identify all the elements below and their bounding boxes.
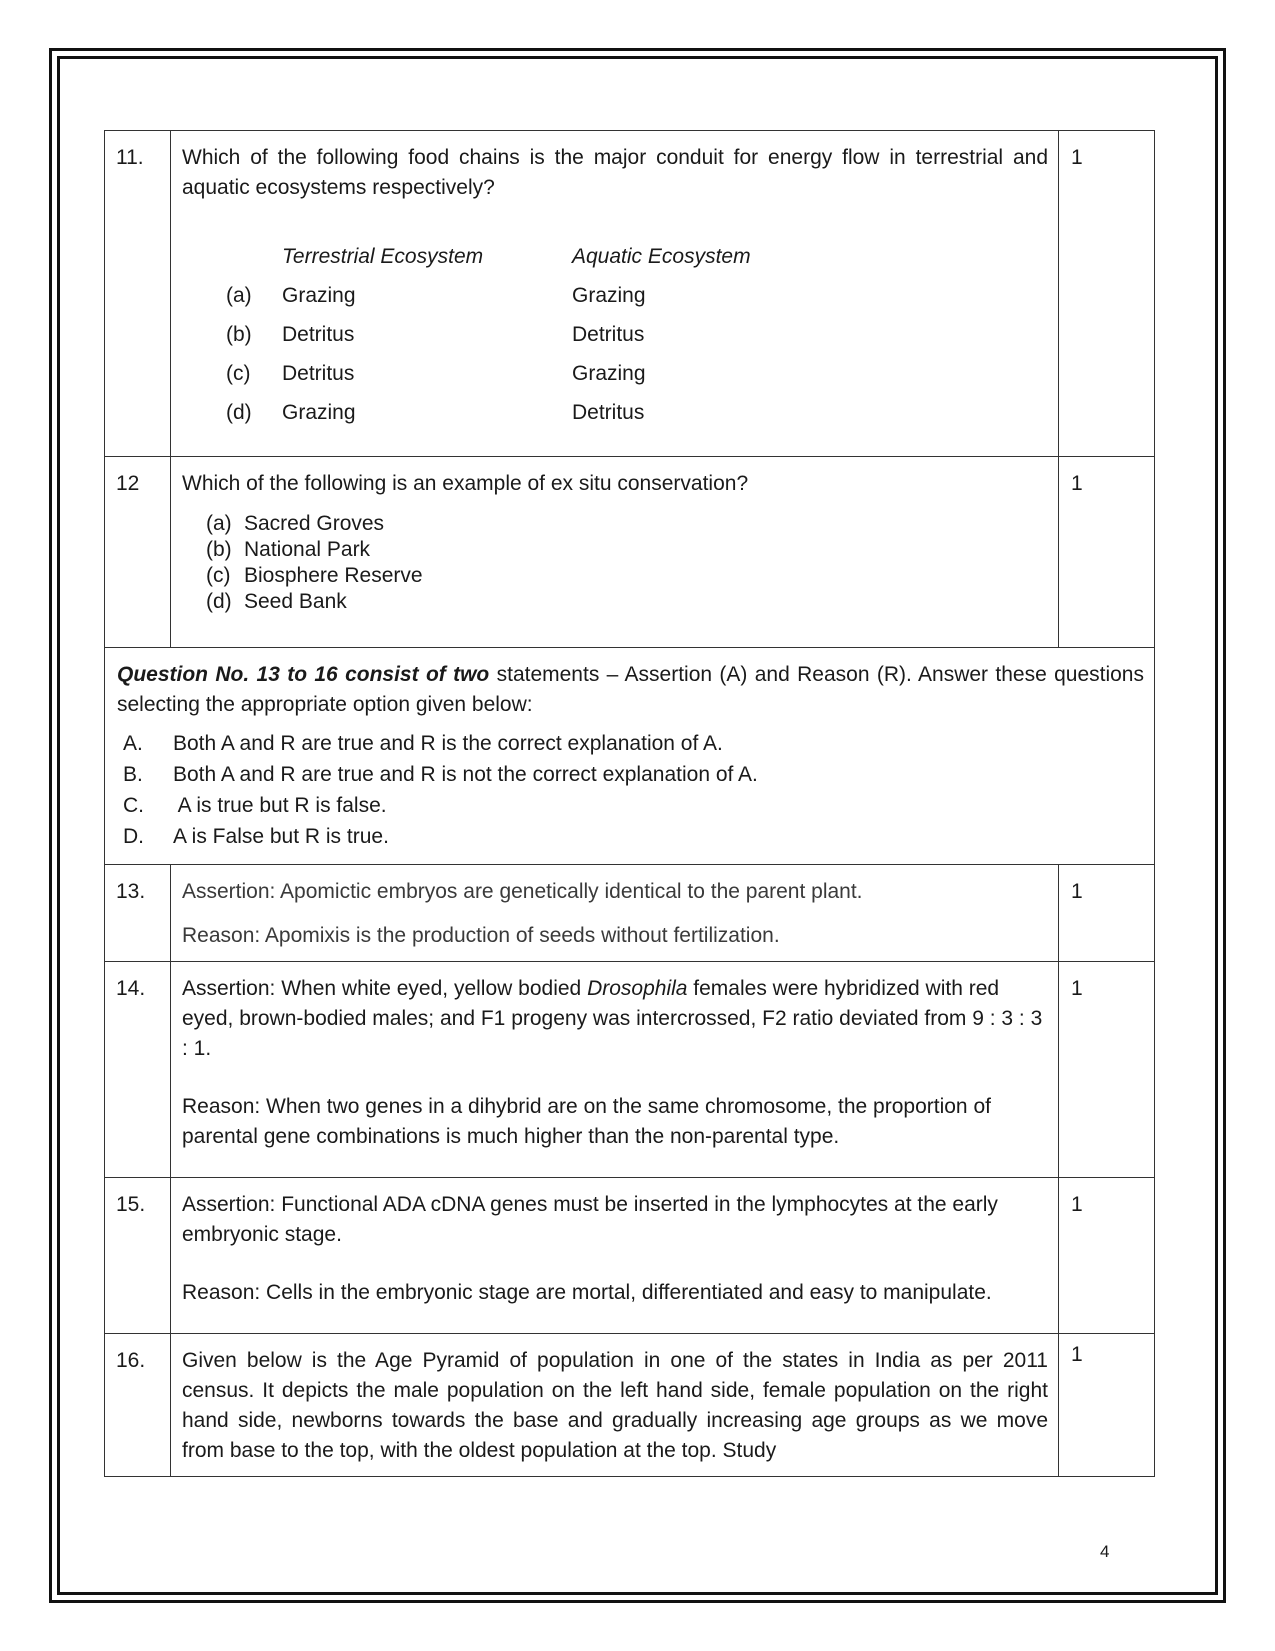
option-label: (d)	[226, 400, 252, 424]
option-label: (a)	[206, 512, 232, 535]
instructions-cell	[105, 648, 1155, 865]
question-number: 16.	[105, 1334, 171, 1477]
question-row-14	[105, 962, 1155, 1178]
question-number: 15.	[105, 1178, 171, 1334]
option-label: D.	[123, 824, 144, 848]
option-row	[226, 315, 1048, 354]
option-text: Both A and R are true and R is not the correct explanation of A.	[173, 762, 758, 786]
assertion-option	[117, 728, 1144, 759]
question-body	[171, 1178, 1059, 1334]
option-label: (d)	[206, 590, 232, 613]
option-row	[226, 276, 1048, 315]
options-grid	[226, 237, 1048, 432]
page-number: 4	[1100, 1542, 1110, 1561]
option-text: A is true but R is false.	[173, 793, 387, 817]
option-item	[206, 589, 1048, 615]
option-label: C.	[123, 793, 144, 817]
assertion-text	[182, 974, 1048, 1064]
question-number: 12	[105, 457, 171, 648]
option-aquatic: Detritus	[572, 322, 645, 346]
instructions-text	[117, 660, 1144, 720]
option-label: (a)	[226, 283, 252, 307]
option-text: Both A and R are true and R is the correct explanation of A.	[173, 731, 723, 755]
question-number: 13.	[105, 865, 171, 962]
option-label: (b)	[206, 538, 232, 561]
options-header	[226, 237, 1048, 276]
question-marks: 1	[1059, 131, 1155, 457]
option-item	[206, 563, 1048, 589]
question-marks: 1	[1059, 1334, 1155, 1477]
question-row-13	[105, 865, 1155, 962]
options-list	[206, 511, 1048, 615]
column-header-aquatic: Aquatic Ecosystem	[572, 244, 751, 268]
reason-text: Reason: Apomixis is the production of seeds without fertilization.	[182, 924, 780, 947]
option-label: (c)	[226, 361, 251, 385]
option-terrestrial: Grazing	[282, 400, 356, 424]
species-name: Drosophila	[587, 977, 688, 1000]
option-row	[226, 393, 1048, 432]
option-label: (c)	[206, 564, 231, 587]
option-item	[206, 511, 1048, 537]
instructions-row	[105, 648, 1155, 865]
option-aquatic: Grazing	[572, 361, 646, 385]
assertion-option	[117, 821, 1144, 852]
question-marks: 1	[1059, 865, 1155, 962]
assertion-option	[117, 790, 1144, 821]
assertion-text: Assertion: Apomictic embryos are genetically identical to the parent plant.	[182, 880, 863, 903]
option-item	[206, 537, 1048, 563]
option-terrestrial: Grazing	[282, 283, 356, 307]
option-text: Sacred Groves	[244, 512, 385, 535]
option-terrestrial: Detritus	[282, 361, 355, 385]
option-row	[226, 354, 1048, 393]
question-row-11	[105, 131, 1155, 457]
option-terrestrial: Detritus	[282, 322, 355, 346]
question-body	[171, 131, 1059, 457]
question-marks: 1	[1059, 1178, 1155, 1334]
question-body	[171, 865, 1059, 962]
assertion-text: Assertion: Functional ADA cDNA genes must be inserted in the lymphocytes at the early embryonic stage.	[182, 1193, 998, 1246]
question-row-16	[105, 1334, 1155, 1477]
reason-text: Reason: When two genes in a dihybrid are on the same chromosome, the proportion of parental gene combinations is much higher than the non-parental type.	[182, 1095, 991, 1148]
question-text: Given below is the Age Pyramid of population in one of the states in India as per 2011 census. It depicts the male population on the left hand side, female population on the right hand side, newborns towards the base and gradually increasing age groups as we move from base to the top, with the oldest population at the top. Study	[171, 1334, 1059, 1477]
question-marks: 1	[1059, 962, 1155, 1178]
question-body	[171, 457, 1059, 648]
option-text: A is False but R is true.	[173, 824, 389, 848]
option-text: National Park	[244, 538, 371, 561]
assertion-text-part: females were hybridized with red eyed, brown-bodied males; and F1 progeny was intercrossed, F2 ratio deviated from 9 : 3 : 3 : 1.	[182, 977, 1043, 1060]
question-marks: 1	[1059, 457, 1155, 648]
reason-text: Reason: Cells in the embryonic stage are mortal, differentiated and easy to manipulate.	[182, 1281, 992, 1304]
question-number: 14.	[105, 962, 171, 1178]
question-number: 11.	[105, 131, 171, 457]
instructions-heading: Question No. 13 to 16 consist of two	[117, 663, 490, 686]
option-aquatic: Detritus	[572, 400, 645, 424]
assertion-text-part: Assertion: When white eyed, yellow bodied	[182, 977, 588, 1000]
question-text: Which of the following food chains is the major conduit for energy flow in terrestrial and aquatic ecosystems respectively?	[182, 146, 1048, 199]
option-label: A.	[123, 731, 143, 755]
question-row-12	[105, 457, 1155, 648]
question-row-15	[105, 1178, 1155, 1334]
assertion-options-list	[117, 728, 1144, 852]
option-label: B.	[123, 762, 143, 786]
question-body	[171, 962, 1059, 1178]
instructions-body: statements – Assertion (A) and Reason (R). Answer these questions selecting the appropriate option given below:	[117, 663, 1144, 716]
question-text: Which of the following is an example of ex situ conservation?	[182, 472, 749, 495]
option-label: (b)	[226, 322, 252, 346]
option-text: Seed Bank	[244, 590, 347, 613]
column-header-terrestrial: Terrestrial Ecosystem	[282, 244, 484, 268]
assertion-option	[117, 759, 1144, 790]
option-text: Biosphere Reserve	[244, 564, 423, 587]
question-table	[104, 130, 1155, 1477]
option-aquatic: Grazing	[572, 283, 646, 307]
